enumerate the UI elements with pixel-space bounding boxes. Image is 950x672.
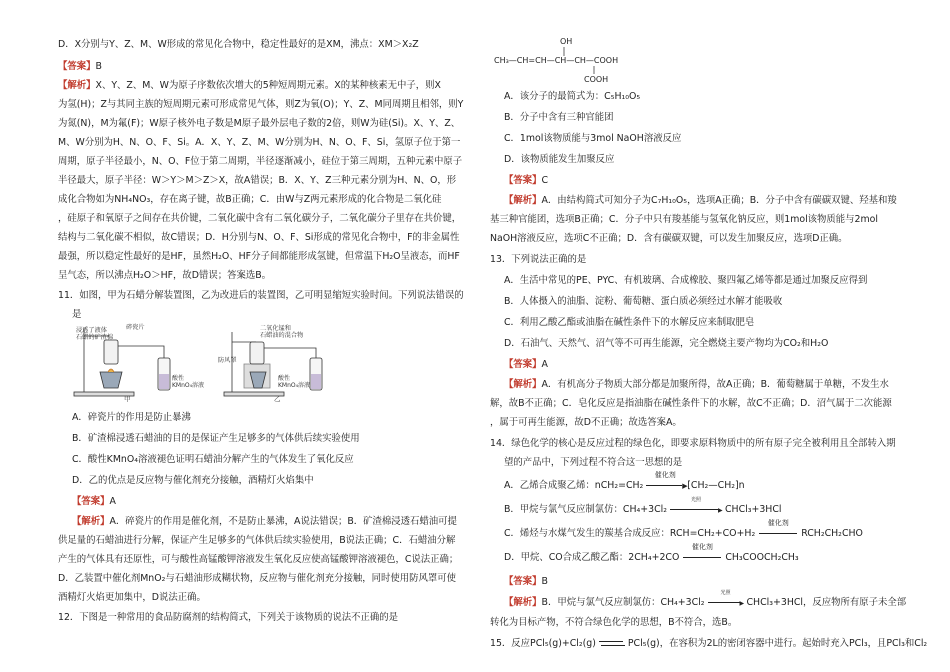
explanation-line: 半径最大，原子半径：W＞Y＞M＞Z＞X，故A错误；B．X、Y、Z三种元素分别为H、N、O，形	[58, 175, 457, 186]
reaction-condition: 催化剂	[767, 519, 789, 527]
explanation-line: 【解析】A．有机高分子物质大部分都是加聚所得，故A正确；B．葡萄糖属于单糖，不发生水	[504, 379, 889, 390]
explanation-line: 产生的气体具有还原性，可与酸性高锰酸钾溶液发生氧化反应使高锰酸钾溶液褪色，C说法正确；	[58, 554, 459, 565]
explanation-line: 解，故B不正确；C．皂化反应是指油脂在碱性条件下的水解，故C不正确；D．沼气属于二次能源	[490, 398, 892, 409]
question-11-option-d: D．乙的优点是反应物与催化剂充分接触，酒精灯火焰集中	[72, 475, 314, 486]
explanation-label: 【解析】	[504, 597, 542, 608]
yi-label-2: 石蜡油的混合物	[260, 332, 304, 339]
explanation-label: 【解析】	[504, 195, 542, 206]
yi-label-3: 防风罩	[218, 357, 237, 364]
jia-caption: 甲	[124, 395, 131, 402]
answer-block	[58, 62, 102, 71]
explanation-line: 【解析】A．由结构简式可知分子为C₇H₁₀O₅，选项A正确；B．分子中含有碳碳双键、羟基和羧	[504, 195, 897, 206]
question-12-option-b: B．分子中含有三种官能团	[504, 112, 614, 123]
answer-label: 【答案】	[504, 576, 542, 587]
question-12-stem: 12．下图是一种常用的食品防腐剂的结构简式，下列关于该物质的说法不正确的是	[58, 612, 399, 623]
explanation-label: 【解析】	[72, 516, 110, 527]
explanation-label: 【解析】	[504, 379, 542, 390]
explanation-line: ，属于可再生能源，故D不正确；故选答案A。	[490, 417, 682, 428]
answer-label: 【答案】	[504, 359, 542, 370]
explanation-label: 【解析】	[58, 80, 96, 91]
question-12-option-d: D．该物质能发生加聚反应	[504, 154, 615, 165]
question-12-option-c: C．1mol该物质能与3mol NaOH溶液反应	[504, 133, 682, 144]
arrow-icon	[759, 533, 797, 534]
answer-label: 【答案】	[504, 175, 542, 186]
jia-label-3: 碎瓷片	[126, 324, 145, 331]
jia-label-2: 石蜡的矿渣棉	[76, 334, 114, 341]
explanation-line: 周期，原子半径最小，N、O、F位于第二周期，半径逐渐减小，硅位于第三周期，五种元素中原子	[58, 156, 463, 167]
apparatus-figure	[64, 322, 364, 402]
reaction-condition: 催化剂	[691, 543, 713, 551]
explanation-line: 【解析】X、Y、Z、M、W为原子序数依次增大的5种短周期元素。X的某种核素无中子，则X	[58, 80, 441, 91]
arrow-icon	[646, 485, 682, 486]
answer-value: A	[541, 359, 548, 370]
explanation-line: M、W分别为H、N、O、F、Si。A．X、Y、Z、M、W分别为H、N、O、F、Si，氢原子位于第一	[58, 137, 461, 148]
reaction-arrow	[682, 543, 722, 562]
question-14-stem: 14．绿色化学的核心是反应过程的绿色化，即要求原料物质中的所有原子完全被利用且全部转入期	[490, 438, 896, 449]
reaction-arrow: 光照 ▶	[708, 598, 744, 607]
explanation-line: 呈气态，所以沸点H₂O＞HF，故D错误；答案选B。	[58, 270, 272, 281]
explanation-line: ，硅原子和氧原子之间存在共价键，二氧化碳中含有二氧化碳分子，二氧化碳分子里存在共价键，	[58, 213, 462, 224]
question-13-option-a: A．生活中常见的PE、PYC、有机玻璃、合成橡胶、聚四氟乙烯等都是通过加聚反应得到	[504, 275, 868, 286]
question-13-stem: 13．下列说法正确的是	[490, 254, 587, 265]
q10-option-d: D．X分别与Y、Z、M、W形成的常见化合物中，稳定性最好的是XM，沸点：XM＞X₂Z	[58, 39, 419, 50]
question-15-stem: 15．反应PCl₅(g)+Cl₂(g) PCl₅(g)，在容积为2L的密闭容器中进行。起始时充入PCl₃，且PCl₃和Cl₂	[490, 638, 928, 649]
question-12-option-a: A．该分子的最简式为：C₅H₁₀O₅	[504, 91, 641, 102]
answer-block	[72, 497, 116, 506]
struct-main-chain: CH₃—CH=CH—CH—CH—COOH	[494, 56, 619, 65]
jia-label-1: 浸透了液体	[76, 327, 107, 334]
explanation-line: 成化合物如为NH₄NO₃，存在离子键，故B正确；C．由W与Z两元素形成的化合物是二氧化硅	[58, 194, 442, 205]
question-11-option-b: B．矿渣棉浸透石蜡油的目的是保证产生足够多的气体供后续实验使用	[72, 433, 360, 444]
question-14-stem-cont: 望的产品中，下列过程不符合这一思想的是	[504, 457, 683, 468]
jia-tube-label-2: KMnO₄溶液	[172, 382, 205, 389]
question-14-option-d: D．甲烷、CO合成乙酸乙酯：2CH₄+2CO 催化剂 CH₃COOCH₂CH₃	[504, 543, 799, 563]
answer-block	[504, 176, 548, 185]
explanation-line: 转化为目标产物，不符合绿色化学的思想，B不符合，选B。	[490, 617, 738, 628]
yi-label-1: 二氧化锰和	[260, 325, 291, 332]
yi-tube-label-2: KMnO₄溶液	[278, 382, 311, 389]
reaction-arrow: 光照 ▶	[670, 505, 722, 514]
reaction-arrow	[758, 519, 798, 538]
explanation-line: 为氮(N)，M为氟(F)；W原子核外电子数是M原子最外层电子数的2倍，则W为硅(Si)。X、Y、Z、	[58, 118, 461, 129]
question-13-option-c: C．利用乙酸乙酯或油脂在碱性条件下的水解反应来制取肥皂	[504, 317, 755, 328]
structural-formula	[490, 36, 690, 86]
question-11-option-c: C．酸性KMnO₄溶液褪色证明石蜡油分解产生的气体发生了氧化反应	[72, 454, 354, 465]
question-11-stem-cont: 是	[72, 309, 82, 320]
explanation-line: 供足量的石蜡油进行分解，保证产生足够多的气体供后续实验使用，B说法正确；C．石蜡油分解	[58, 535, 456, 546]
answer-value: B	[541, 576, 548, 587]
reaction-arrow: 催化剂 ▶	[646, 481, 684, 490]
struct-oh: OH	[560, 37, 573, 46]
explanation-line: 结构与二氧化碳不相似，故C错误；D．H分别与N、O、F、Si形成的常见化合物中，F的非金属性	[58, 232, 460, 243]
explanation-line: 基三种官能团，选项B正确；C．分子中只有羧基能与氢氧化钠反应，则1mol该物质能与2mol	[490, 214, 878, 225]
answer-block	[504, 360, 548, 369]
question-11-option-a: A．碎瓷片的作用是防止暴沸	[72, 412, 191, 423]
answer-label: 【答案】	[58, 61, 96, 72]
reaction-condition: 光照	[690, 497, 701, 503]
answer-value: A	[109, 496, 116, 507]
question-14-option-c: C．烯烃与水煤气发生的羰基合成反应：RCH=CH₂+CO+H₂ 催化剂 RCH₂CH₂CHO	[504, 519, 863, 539]
reaction-condition: 光照	[720, 590, 731, 596]
explanation-line: 【解析】A．碎瓷片的作用是催化剂，不是防止暴沸，A说法错误；B．矿渣棉浸透石蜡油可提	[72, 516, 457, 527]
jia-tube-label-1: 酸性	[172, 375, 185, 382]
question-13-option-b: B．人体摄入的油脂、淀粉、葡萄糖、蛋白质必须经过水解才能吸收	[504, 296, 783, 307]
arrow-icon	[683, 557, 721, 558]
explanation-line: 为氢(H)；Z与其同主族的短周期元素可形成常见气体，则Z为氧(O)；Y、Z、M同周期且相邻，则Y	[58, 99, 464, 110]
answer-value: B	[95, 61, 102, 72]
explanation-line: D．乙装置中催化剂MnO₂与石蜡油形成糊状物，反应物与催化剂充分接触，同时使用防风罩可使	[58, 573, 457, 584]
arrow-icon	[708, 602, 740, 603]
answer-value: C	[541, 175, 549, 186]
explanation-line: 酒精灯火焰更加集中，D说法正确。	[58, 592, 206, 603]
question-14-option-b: B．甲烷与氯气反应制氯仿：CH₄+3Cl₂ 光照 ▶ CHCl₃+3HCl	[504, 497, 782, 515]
question-11-stem: 11．如图，甲为石蜡分解装置图，乙为改进后的装置图，乙可明显缩短实验时间。下列说法错误的	[58, 290, 464, 301]
explanation-line: NaOH溶液反应，选项C不正确；D．含有碳碳双键，可以发生加聚反应，选项D正确。	[490, 233, 848, 244]
explanation-line: 最强，所以稳定性最好的是HF，虽然H₂O、HF分子间都能形成氢键，但常温下H₂O呈液态，而HF	[58, 251, 460, 262]
question-14-option-a: A．乙烯合成聚乙烯：nCH₂=CH₂ 催化剂 ▶ [CH₂—CH₂]n	[504, 471, 745, 491]
explanation-line: 【解析】B．甲烷与氯气反应制氯仿：CH₄+3Cl₂ 光照 ▶ CHCl₃+3HCl，反应物所有原子未全部	[504, 590, 907, 608]
yi-tube-label-1: 酸性	[278, 375, 291, 382]
reaction-condition: 催化剂	[654, 471, 676, 479]
struct-cooh: COOH	[584, 75, 609, 84]
yi-caption: 乙	[274, 395, 281, 402]
answer-block	[504, 577, 548, 586]
arrow-icon	[670, 509, 718, 510]
equilibrium-arrow-icon	[599, 640, 625, 648]
answer-label: 【答案】	[72, 496, 110, 507]
question-13-option-d: D．石油气、天然气、沼气等不可再生能源，完全燃烧主要产物均为CO₂和H₂O	[504, 338, 829, 349]
